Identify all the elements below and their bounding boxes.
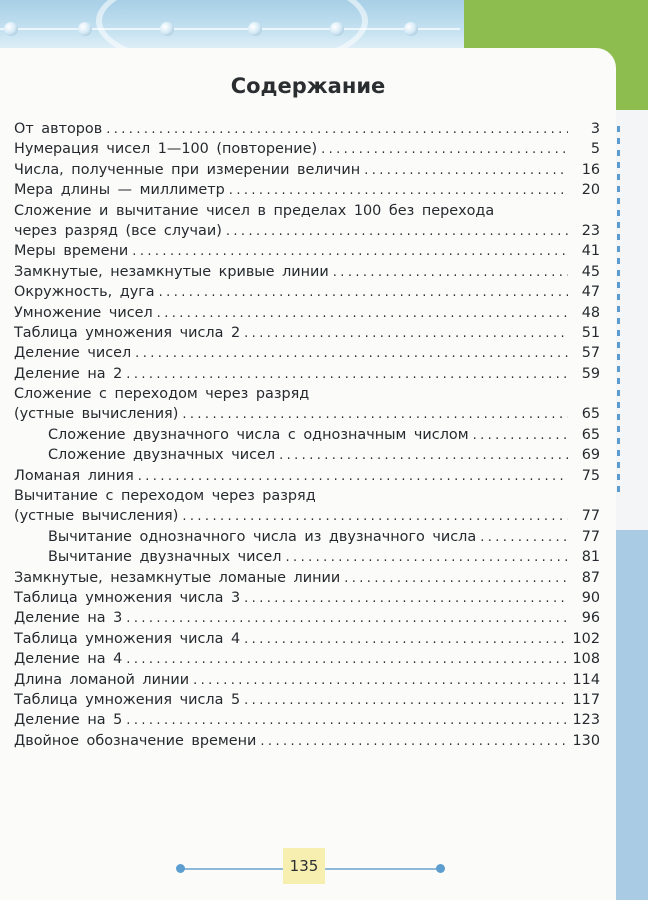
toc-entry bbox=[14, 323, 600, 343]
decorative-bead bbox=[4, 22, 18, 36]
toc-entry-page: 75 bbox=[581, 467, 600, 484]
toc-leader-dots bbox=[135, 344, 568, 364]
toc-entry-label: Сложение двузначного числа с однозначным числом bbox=[48, 426, 469, 443]
toc-entry-label: (устные вычисления) bbox=[14, 508, 179, 525]
toc-entry bbox=[14, 588, 600, 608]
toc-entry bbox=[14, 527, 600, 547]
toc-leader-dots bbox=[473, 426, 568, 446]
toc-leader-dots bbox=[244, 691, 568, 711]
toc-entry-label: Умножение чисел bbox=[14, 304, 153, 321]
decorative-line bbox=[0, 28, 460, 30]
toc-entry-label: Вычитание однозначного числа из двузначного числа bbox=[48, 528, 477, 545]
toc-entry-label: Сложение двузначных чисел bbox=[48, 447, 276, 464]
toc-entry-label: Деление на 2 bbox=[14, 365, 123, 382]
toc-entry-label: через разряд (все случаи) bbox=[14, 222, 222, 239]
toc-leader-dots bbox=[244, 630, 568, 650]
decorative-bead bbox=[248, 22, 262, 36]
toc-entry-page: 96 bbox=[581, 610, 600, 627]
decorative-bead bbox=[404, 22, 418, 36]
toc-entry-label: От авторов bbox=[14, 121, 103, 137]
toc-leader-dots bbox=[132, 242, 568, 262]
toc-entry-label: Сложение с переходом через разряд bbox=[14, 386, 310, 403]
toc-entry-label: (устные вычисления) bbox=[14, 406, 179, 423]
toc-leader-dots bbox=[182, 405, 568, 425]
toc-entry-label: Замкнутые, незамкнутые кривые линии bbox=[14, 263, 329, 280]
toc-leader-dots bbox=[364, 161, 568, 181]
toc-leader-dots bbox=[126, 711, 568, 731]
toc-leader-dots bbox=[286, 548, 569, 568]
toc-entry-label: Деление на 5 bbox=[14, 712, 123, 729]
toc-entry-label: Таблица умножения числа 4 bbox=[14, 630, 241, 647]
toc-entry-page: 77 bbox=[581, 508, 600, 525]
toc-entry-label: Ломаная линия bbox=[14, 467, 134, 484]
toc-leader-dots bbox=[344, 569, 568, 589]
toc-entry-label: Сложение и вычитание чисел в пределах 100 без перехода bbox=[14, 202, 495, 219]
toc-entry bbox=[14, 384, 600, 404]
toc-entry-page: 45 bbox=[581, 263, 600, 280]
toc-entry-label: Окружность, дуга bbox=[14, 284, 155, 301]
toc-entry-page: 114 bbox=[572, 671, 600, 688]
toc-entry-page: 16 bbox=[581, 161, 600, 178]
toc-entry-page: 48 bbox=[581, 304, 600, 321]
toc-entry-page: 20 bbox=[581, 182, 600, 199]
toc-entry-page: 102 bbox=[572, 630, 600, 647]
toc-entry-label: Двойное обозначение времени bbox=[14, 732, 257, 749]
toc-entry bbox=[14, 282, 600, 302]
toc-entry-page: 23 bbox=[581, 222, 600, 239]
toc-leader-dots bbox=[333, 263, 568, 283]
toc-entry-label: Деление на 3 bbox=[14, 610, 123, 627]
toc-entry-page: 41 bbox=[581, 243, 600, 260]
toc-entry-label: Мера длины — миллиметр bbox=[14, 182, 225, 199]
toc-entry bbox=[14, 364, 600, 384]
toc-entry-label: Замкнутые, незамкнутые ломаные линии bbox=[14, 569, 341, 586]
toc-entry bbox=[14, 466, 600, 486]
toc-entry-label: Вычитание двузначных чисел bbox=[48, 549, 282, 566]
toc-entry-page: 90 bbox=[581, 589, 600, 606]
toc-leader-dots bbox=[157, 304, 568, 324]
decorative-bead bbox=[160, 22, 174, 36]
toc-entry bbox=[14, 690, 600, 710]
toc-leader-dots bbox=[244, 589, 568, 609]
toc-entry-page: 108 bbox=[572, 651, 600, 668]
toc-entry-page: 47 bbox=[581, 284, 600, 301]
toc-entry-label: Длина ломаной линии bbox=[14, 671, 190, 688]
toc-entry-page: 87 bbox=[581, 569, 600, 586]
toc-entry-page: 5 bbox=[590, 141, 600, 158]
toc-entry bbox=[14, 425, 600, 445]
toc-entry bbox=[14, 649, 600, 669]
toc-entry-label: Таблица умножения числа 5 bbox=[14, 691, 241, 708]
toc-entry bbox=[14, 670, 600, 690]
toc-leader-dots bbox=[182, 507, 568, 527]
toc-entry-page: 81 bbox=[581, 549, 600, 566]
toc-leader-dots bbox=[106, 120, 568, 140]
toc-entry-page: 123 bbox=[572, 712, 600, 729]
toc-entry-label: Вычитание с переходом через разряд bbox=[14, 488, 316, 505]
toc-entry bbox=[14, 445, 600, 465]
page-title: Содержание bbox=[230, 74, 386, 98]
toc-entry bbox=[14, 180, 600, 200]
table-of-contents bbox=[14, 119, 600, 751]
toc-leader-dots bbox=[138, 467, 568, 487]
toc-entry-page: 117 bbox=[572, 691, 600, 708]
toc-entry bbox=[14, 568, 600, 588]
toc-entry-page: 57 bbox=[581, 345, 600, 362]
decorative-bead bbox=[78, 22, 92, 36]
decorative-bead bbox=[330, 22, 344, 36]
footer-dot bbox=[436, 864, 445, 873]
toc-entry bbox=[14, 262, 600, 282]
toc-entry bbox=[14, 241, 600, 261]
toc-entry bbox=[14, 160, 600, 180]
toc-entry-label: Таблица умножения числа 2 bbox=[14, 324, 241, 341]
toc-entry-page: 59 bbox=[581, 365, 600, 382]
toc-entry bbox=[14, 343, 600, 363]
toc-leader-dots bbox=[480, 528, 568, 548]
toc-leader-dots bbox=[321, 140, 568, 160]
toc-leader-dots bbox=[229, 181, 568, 201]
toc-entry bbox=[14, 119, 600, 139]
toc-entry-page: 65 bbox=[581, 406, 600, 423]
toc-leader-dots bbox=[159, 283, 568, 303]
toc-entry-page: 130 bbox=[572, 732, 600, 749]
toc-entry bbox=[14, 404, 600, 424]
toc-entry-page: 69 bbox=[581, 447, 600, 464]
toc-entry-page: 77 bbox=[581, 528, 600, 545]
toc-entry bbox=[14, 629, 600, 649]
side-dashed-line bbox=[617, 126, 620, 496]
toc-entry-label: Деление на 4 bbox=[14, 651, 123, 668]
toc-entry bbox=[14, 486, 600, 506]
toc-entry bbox=[14, 201, 600, 221]
toc-entry-page: 3 bbox=[590, 121, 600, 137]
toc-leader-dots bbox=[279, 446, 568, 466]
toc-leader-dots bbox=[126, 365, 568, 385]
toc-leader-dots bbox=[226, 222, 568, 242]
toc-entry bbox=[14, 221, 600, 241]
toc-leader-dots bbox=[260, 732, 568, 752]
page-number: 135 bbox=[283, 848, 325, 884]
toc-entry bbox=[14, 547, 600, 567]
toc-entry-label: Нумерация чисел 1—100 (повторение) bbox=[14, 141, 318, 158]
toc-entry-page: 65 bbox=[581, 426, 600, 443]
toc-entry-label: Таблица умножения числа 3 bbox=[14, 589, 241, 606]
toc-entry-page: 51 bbox=[581, 324, 600, 341]
toc-entry-label: Числа, полученные при измерении величин bbox=[14, 161, 361, 178]
toc-entry bbox=[14, 303, 600, 323]
toc-entry bbox=[14, 139, 600, 159]
toc-entry-label: Меры времени bbox=[14, 243, 129, 260]
toc-entry bbox=[14, 731, 600, 751]
toc-leader-dots bbox=[126, 609, 568, 629]
toc-leader-dots bbox=[193, 671, 568, 691]
toc-entry bbox=[14, 506, 600, 526]
toc-entry bbox=[14, 608, 600, 628]
footer-dot bbox=[176, 864, 185, 873]
toc-leader-dots bbox=[244, 324, 568, 344]
toc-entry bbox=[14, 710, 600, 730]
toc-entry-label: Деление чисел bbox=[14, 345, 132, 362]
toc-leader-dots bbox=[126, 650, 568, 670]
